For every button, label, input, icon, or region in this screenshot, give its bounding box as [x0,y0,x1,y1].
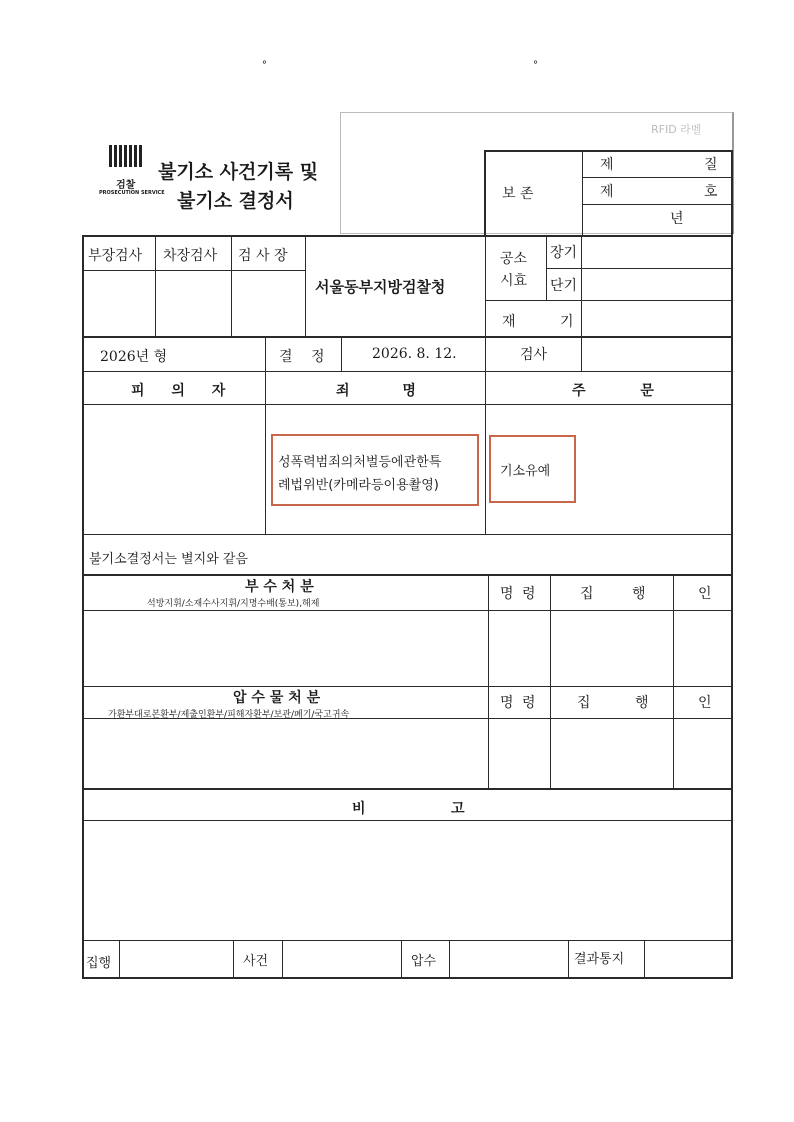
disposition-value: 기소유예 [500,464,551,479]
prosecution-logo [109,145,144,171]
decision-note: 불기소결정서는 별지와 같음 [89,552,248,567]
approval-vice-chief: 차장검사 [163,248,218,264]
rfid-label-text: RFID 라벨 [651,123,702,136]
charge-line2: 례법위반(카메라등이용촬영) [278,478,439,493]
prosecutor-label: 검사 [520,347,548,363]
remarks-right: 고 [451,801,465,817]
footer-seized-label: 압수 [411,954,437,969]
logo-subtitle: PROSECUTION SERVICE [99,190,165,196]
limitation-re: 재 기 [502,314,574,330]
preserve-volume-suffix: 질 [704,157,718,173]
footer-exec-label: 집행 [86,956,112,971]
header-charge: 죄 명 [336,383,416,399]
header-suspect: 피 의 자 [131,383,226,399]
seized-person: 인 [698,695,712,711]
preserve-number-suffix: 호 [704,184,718,200]
ancillary-exec2: 행 [632,586,646,602]
logo-name: 검찰 [116,180,136,191]
top-mark-right: ° [533,60,538,71]
ancillary-person: 인 [698,586,712,602]
preserve-volume-prefix: 제 [600,157,614,173]
charge-line1: 성폭력범죄의처벌등에관한특 [278,455,442,470]
top-mark-left: ° [262,60,267,71]
footer-notice-label: 결과통지 [574,952,625,967]
decision-label: 결 정 [279,349,325,365]
seized-exec: 집 [577,695,591,711]
limitation-long: 장기 [550,245,578,261]
decision-date: 2026. 8. 12. [372,346,457,362]
limitation-label: 공소 시효 [500,251,528,289]
case-number: 2026년 형 [100,349,168,365]
ancillary-order: 명 령 [500,586,536,602]
preserve-label: 보 존 [502,186,534,202]
footer-case-label: 사건 [243,954,269,969]
approval-chief: 검 사 장 [238,248,288,264]
ancillary-title: 부 수 처 분 [245,579,314,595]
office-name: 서울동부지방검찰청 [315,278,446,296]
header-disposition: 주 문 [572,383,654,399]
preserve-year-label: 년 [670,211,684,227]
preserve-number-prefix: 제 [600,184,614,200]
seized-title: 압 수 물 처 분 [233,690,321,706]
seized-order: 명 령 [500,695,536,711]
ancillary-exec: 집 [580,586,594,602]
approval-deputy-chief: 부장검사 [88,248,143,264]
seized-exec2: 행 [635,695,649,711]
ancillary-options: 석방지휘/소재수사지휘/지명수배(통보),해제 [147,599,320,609]
seized-options: 가환부대로본환부/제출인환부/피해자환부/보관/폐기/국고귀속 [108,710,350,720]
charge-highlight-box [271,434,479,506]
document-title-line2: 불기소 결정서 [177,190,294,212]
limitation-short: 단기 [550,278,578,294]
document-title-line1: 불기소 사건기록 및 [158,161,319,183]
remarks-left: 비 [352,801,366,817]
